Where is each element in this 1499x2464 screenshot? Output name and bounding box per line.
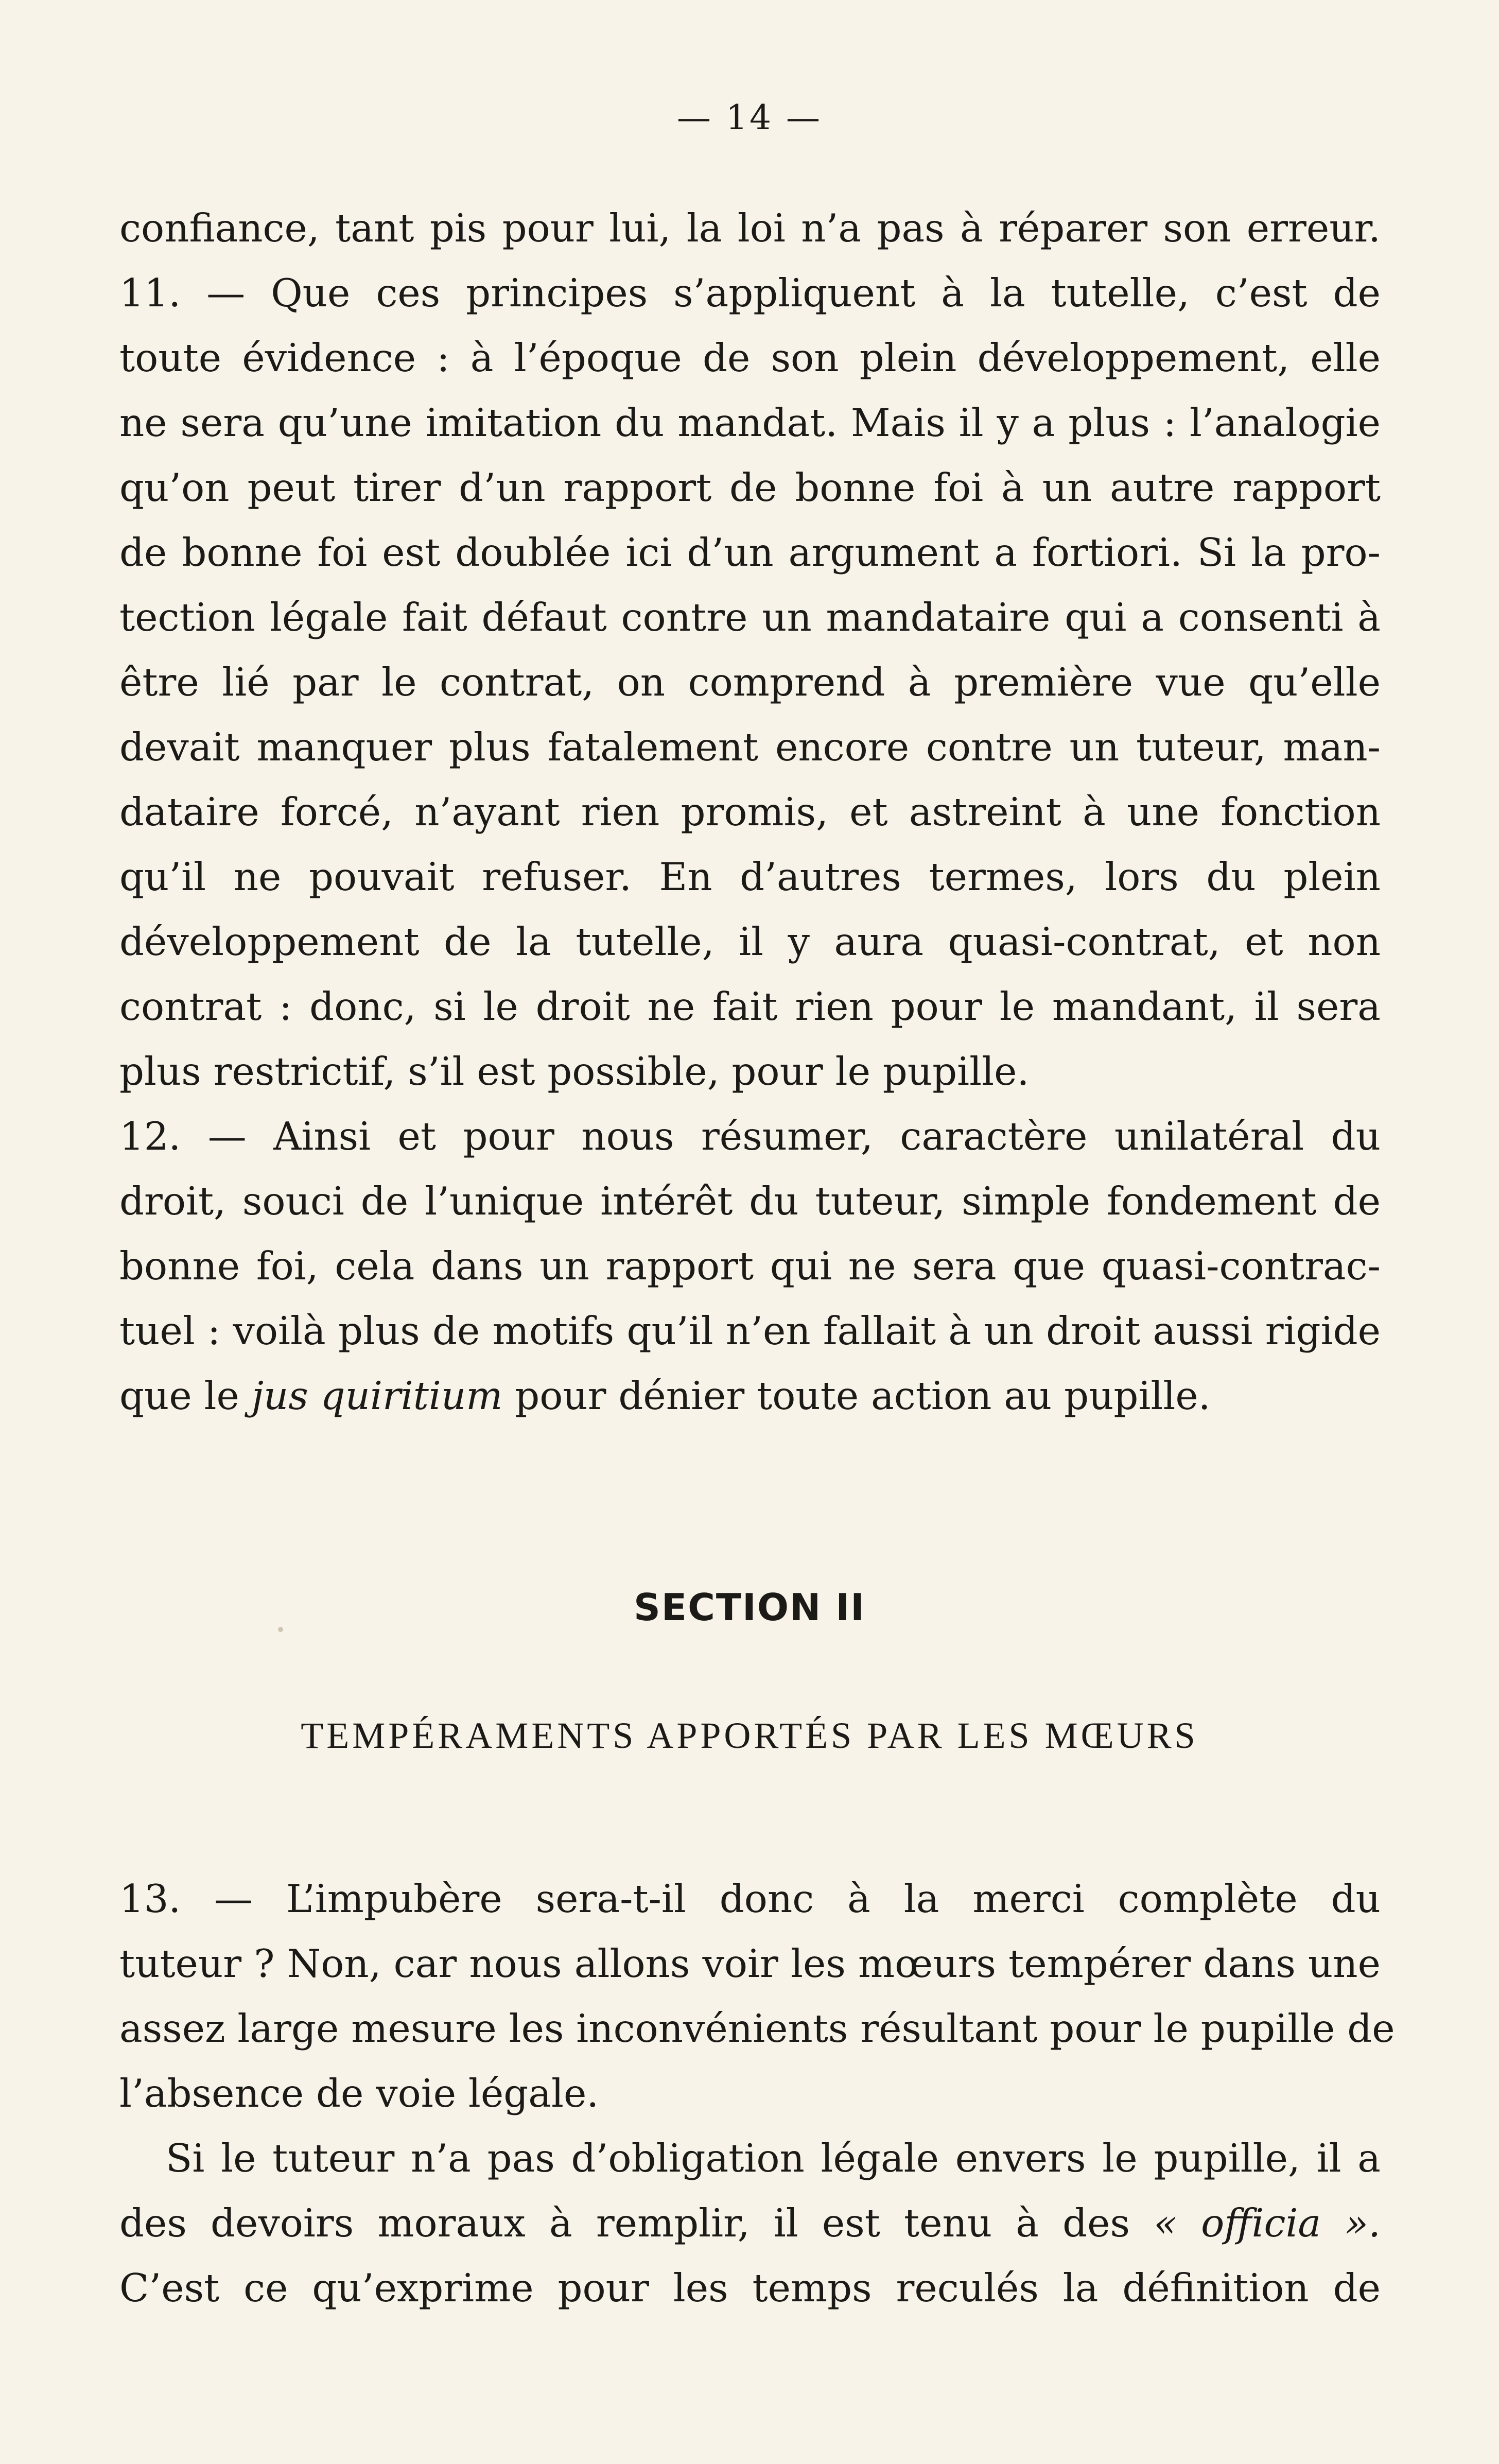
- text-line: qu’il ne pouvait refuser. En d’autres termes, lors du plein: [119, 854, 1381, 899]
- paragraph-block-main: [119, 196, 1381, 1428]
- text-line: être lié par le contrat, on comprend à première vue qu’elle: [119, 660, 1381, 705]
- text-line: 13. — L’impubère sera-t-il donc à la merci complète du: [119, 1876, 1381, 1921]
- section-label: SECTION II: [634, 1586, 865, 1629]
- text-line: ne sera qu’une imitation du mandat. Mais il y a plus : l’analogie: [119, 400, 1381, 445]
- paragraph-block-section: [119, 1866, 1395, 2320]
- text-line: C’est ce qu’exprime pour les temps reculés la définition de: [119, 2265, 1381, 2311]
- section-heading: TEMPÉRAMENTS APPORTÉS PAR LES MŒURS: [301, 1715, 1198, 1756]
- latin-term: jus quiritium: [251, 1373, 503, 1418]
- text-line: développement de la tutelle, il y aura quasi-contrat, et non: [119, 919, 1381, 964]
- text-line: droit, souci de l’unique intérêt du tuteur, simple fondement de: [119, 1178, 1381, 1224]
- paper-speck: [278, 1627, 283, 1632]
- text-line: 11. — Que ces principes s’appliquent à la tutelle, c’est de: [119, 270, 1381, 316]
- text-fragment: pour dénier toute action au pupille.: [515, 1373, 1211, 1418]
- text-line-officia: [119, 2191, 1381, 2255]
- text-line: tection légale fait défaut contre un mandataire qui a consenti à: [119, 595, 1381, 640]
- text-line: plus restrictif, s’il est possible, pour le pupille.: [119, 1049, 1030, 1094]
- text-line: l’absence de voie légale.: [119, 2071, 599, 2116]
- page-number: — 14 —: [677, 98, 822, 137]
- text-line: 12. — Ainsi et pour nous résumer, caractère unilatéral du: [119, 1114, 1381, 1159]
- text-line: dataire forcé, n’ayant rien promis, et astreint à une fonction: [119, 789, 1381, 835]
- text-line-final: [119, 1363, 1381, 1428]
- text-line: tuel : voilà plus de motifs qu’il n’en fallait à un droit aussi rigide: [119, 1308, 1381, 1354]
- text-line: qu’on peut tirer d’un rapport de bonne foi à un autre rapport: [119, 465, 1381, 510]
- text-line: toute évidence : à l’époque de son plein développement, elle: [119, 335, 1381, 380]
- text-line: assez large mesure les inconvénients résultant pour le pupille de: [119, 2006, 1395, 2051]
- text-line: tuteur ? Non, car nous allons voir les mœurs tempérer dans une: [119, 1941, 1381, 1986]
- latin-term: « officia ».: [1154, 2200, 1381, 2246]
- text-line: bonne foi, cela dans un rapport qui ne sera que quasi-contrac-: [119, 1243, 1381, 1289]
- text-line: Si le tuteur n’a pas d’obligation légale envers le pupille, il a: [166, 2136, 1381, 2181]
- text-line: confiance, tant pis pour lui, la loi n’a pas à réparer son erreur.: [119, 205, 1381, 251]
- text-line: devait manquer plus fatalement encore contre un tuteur, man-: [119, 724, 1381, 770]
- text-line: de bonne foi est doublée ici d’un argument a fortiori. Si la pro-: [119, 530, 1381, 575]
- text-line: contrat : donc, si le droit ne fait rien pour le mandant, il sera: [119, 984, 1381, 1029]
- text-fragment: que le: [119, 1373, 239, 1418]
- text-fragment: des devoirs moraux à remplir, il est tenu à des: [119, 2200, 1130, 2246]
